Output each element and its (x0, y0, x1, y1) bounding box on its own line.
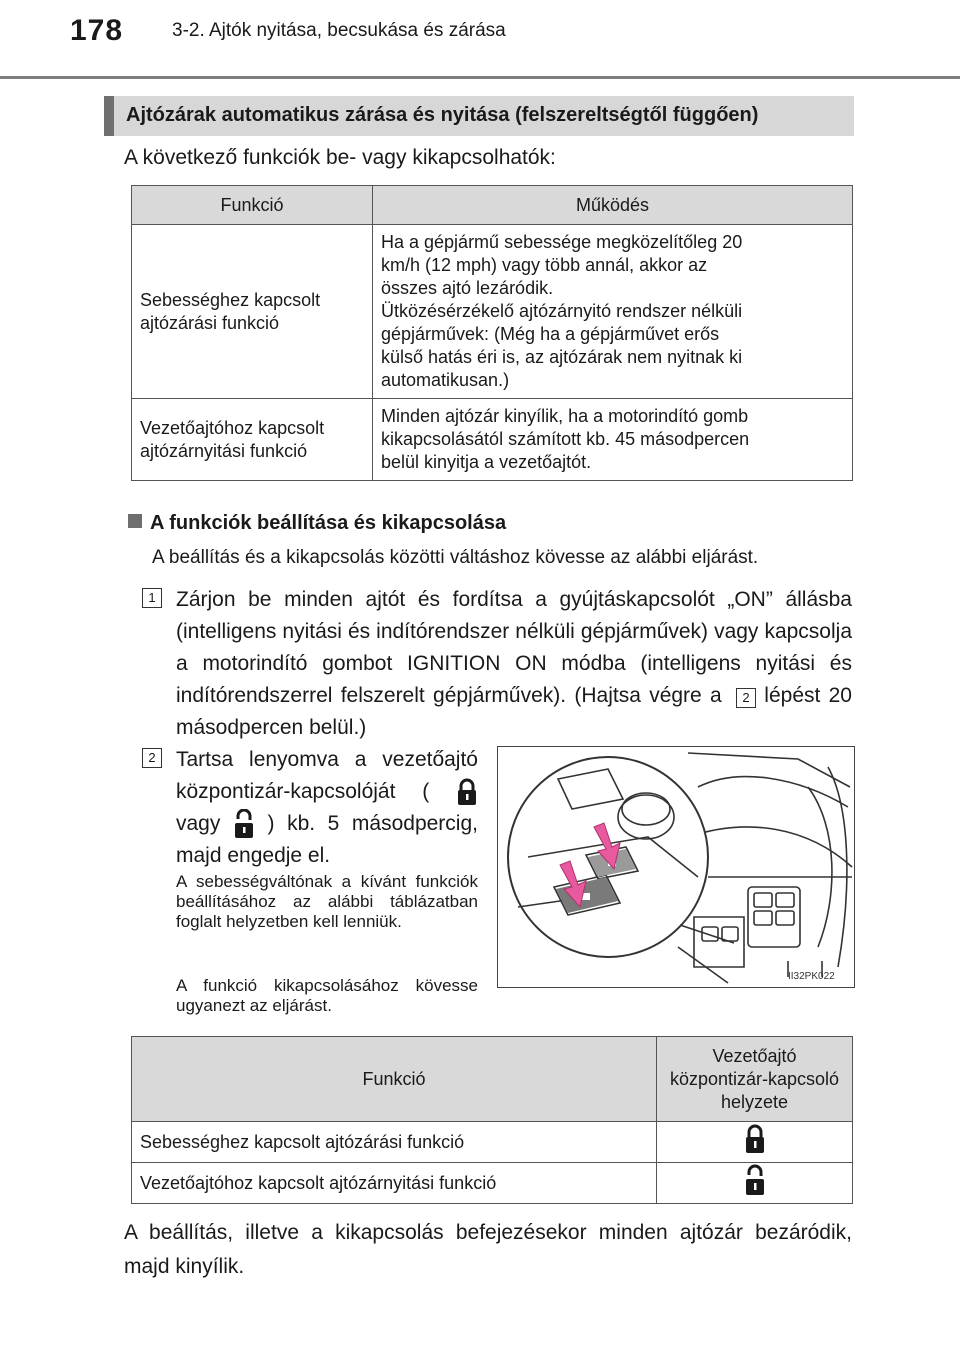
table-row (132, 399, 853, 481)
table-cell-operation (373, 225, 853, 399)
operation-line: gépjárművek: (Még ha a gépjárművet erős (381, 324, 720, 344)
table-header-position: Vezetőajtó központizár-kapcsoló helyzete (657, 1037, 853, 1122)
table-cell-position (657, 1163, 853, 1204)
step-2-badge: 2 (142, 748, 162, 768)
table-header-function: Funkció (132, 1037, 657, 1122)
step-2-text-b: vagy (176, 812, 221, 835)
operation-line: összes ajtó lezáródik. (381, 278, 554, 298)
table-header-function: Funkció (132, 186, 373, 225)
lock-open-icon (233, 809, 255, 839)
section-title-box (104, 96, 854, 136)
header-rule (0, 76, 960, 79)
step-2-note-1: A sebességváltónak a kívánt funkciók beállításához az alábbi táblázatban foglalt helyzetben kell lenniük. (176, 872, 478, 931)
final-paragraph: A beállítás, illetve a kikapcsolás befejezésekor minden ajtózár bezáródik, majd kinyílik. (124, 1221, 852, 1278)
table-cell-function: Sebességhez kapcsolt ajtózárási funkció (132, 1122, 657, 1163)
operation-line: Ütközésérzékelő ajtózárnyitó rendszer nélküli (381, 301, 743, 321)
table-cell-function: Vezetőajtóhoz kapcsolt ajtózárnyitási funkció (132, 1163, 657, 1204)
section-title: Ajtózárak automatikus zárása és nyitása (felszereltségtől függően) (126, 104, 759, 126)
step-2-text-c: ) kb. 5 másodpercig, majd engedje el. (176, 812, 478, 867)
section-title-bar (104, 96, 114, 136)
running-head: 3-2. Ajtók nyitása, becsukása és zárása (172, 20, 506, 41)
lock-closed-icon (456, 778, 478, 806)
step-2-text (176, 744, 478, 872)
square-bullet-icon (128, 514, 142, 528)
table-row (132, 1122, 853, 1163)
step-1-text (176, 584, 852, 744)
operation-line: automatikusan.) (381, 370, 510, 390)
door-lock-switch-illustration (498, 747, 854, 987)
operation-line: Ha a gépjármű sebessége megközelítőleg 20 (381, 232, 743, 252)
function-table (131, 185, 853, 481)
step-1-badge: 1 (142, 588, 162, 608)
page-number: 178 (70, 14, 124, 47)
step-2-text-a: Tartsa lenyomva a vezetőajtó központizár-kapcsolóját ( (176, 748, 478, 803)
step-2-note-2: A funkció kikapcsolásához kövesse ugyanezt az eljárást. (176, 976, 478, 1015)
intro-text: A következő funkciók be- vagy kikapcsolhatók: (124, 146, 556, 169)
table-cell-function: Sebességhez kapcsolt ajtózárási funkció (132, 225, 373, 399)
operation-line: kikapcsolásától számított kb. 45 másodpercen (381, 429, 750, 449)
table-cell-position (657, 1122, 853, 1163)
operation-line: km/h (12 mph) vagy több annál, akkor az (381, 255, 708, 275)
step-ref-badge: 2 (736, 688, 756, 708)
lock-closed-icon (744, 1124, 766, 1154)
lock-open-icon (744, 1164, 766, 1196)
subsection-intro: A beállítás és a kikapcsolás közötti váltáshoz kövesse az alábbi eljárást. (152, 547, 759, 568)
operation-line: külső hatás éri is, az ajtózárak nem nyitnak ki (381, 347, 743, 367)
switch-illustration (497, 746, 855, 988)
position-table (131, 1036, 853, 1204)
operation-line: belül kinyitja a vezetőajtót. (381, 452, 592, 472)
subsection-title: A funkciók beállítása és kikapcsolása (150, 512, 507, 534)
table-row (132, 1163, 853, 1204)
table-cell-function: Vezetőajtóhoz kapcsolt ajtózárnyitási funkció (132, 399, 373, 481)
table-cell-operation (373, 399, 853, 481)
step-1-text-a: Zárjon be minden ajtót és fordítsa a gyújtáskapcsolót „ON” állásba (intelligens nyitási és indítórendszer nélküli gépjárművek) vagy kapcsolja a motorindító gombot IGNITION ON módba (intelligens nyitási és indítórendszerrel felszerelt gépjárművek). (Hajtsa végre a (176, 588, 852, 707)
operation-line: Minden ajtózár kinyílik, ha a motorindító gomb (381, 406, 749, 426)
table-row (132, 225, 853, 399)
step-1-text-b: lépést 20 másodpercen belül.) (176, 684, 852, 739)
table-header-operation: Működés (373, 186, 853, 225)
figure-code: II32PK022 (788, 971, 835, 982)
subsection-heading (128, 512, 506, 535)
